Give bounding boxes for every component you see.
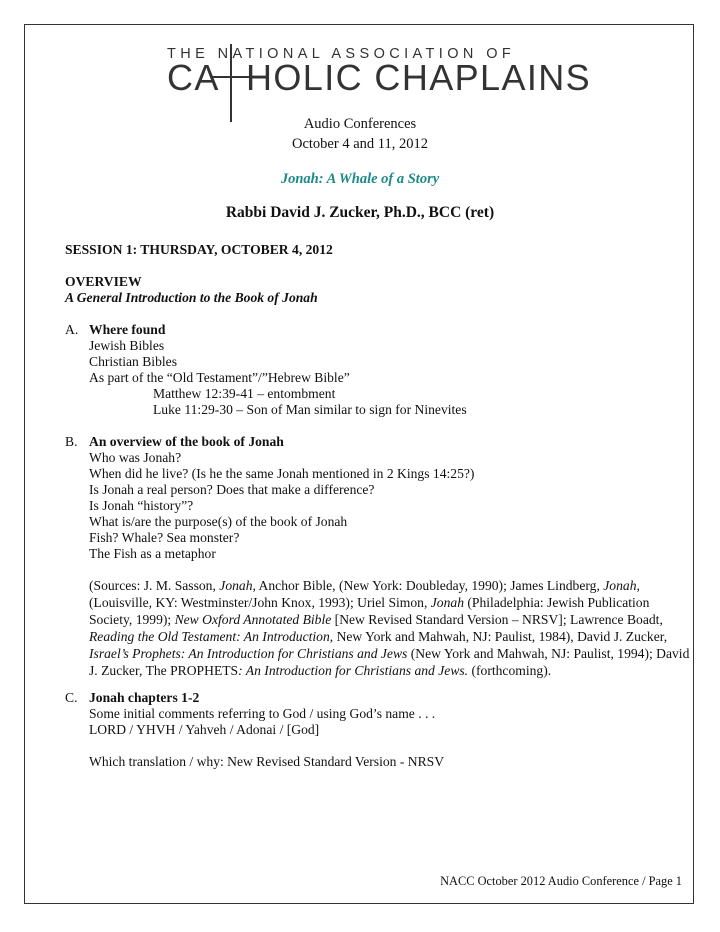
list-subitem: Matthew 12:39-41 – entombment bbox=[153, 386, 336, 401]
sources-italic: Reading the Old Testament: An Introduction bbox=[89, 629, 330, 644]
sources-text: Society, 1999); bbox=[89, 612, 175, 627]
sources-text: (Philadelphia: Jewish Publication bbox=[464, 595, 650, 610]
list-item: Some initial comments referring to God / using God’s name . . . bbox=[89, 706, 436, 721]
section-b-heading: An overview of the book of Jonah bbox=[89, 434, 284, 449]
section-c-heading: Jonah chapters 1-2 bbox=[89, 690, 200, 705]
sources-italic: : An Introduction for Christians and Jews. bbox=[238, 663, 469, 678]
section-a-letter: A. bbox=[65, 322, 79, 337]
header-line-2: October 4 and 11, 2012 bbox=[292, 136, 428, 152]
list-item: When did he live? (Is he the same Jonah mentioned in 2 Kings 14:25?) bbox=[89, 466, 475, 481]
list-item: Who was Jonah? bbox=[89, 450, 182, 465]
sources-italic: Jonah bbox=[603, 578, 637, 593]
translation-note: Which translation / why: New Revised Standard Version - NRSV bbox=[89, 754, 445, 769]
sources-text: [New Revised Standard Version – NRSV]; Lawrence Boadt, bbox=[331, 612, 663, 627]
sources-italic: Israel’s Prophets: An Introduction for Christians and Jews bbox=[89, 646, 408, 661]
sources-line-6 bbox=[89, 663, 551, 679]
nacc-logo bbox=[0, 0, 720, 130]
sources-text: , bbox=[636, 578, 640, 593]
sources-italic: New Oxford Annotated Bible bbox=[174, 612, 332, 627]
section-a-heading: Where found bbox=[89, 322, 166, 337]
list-item: Fish? Whale? Sea monster? bbox=[89, 530, 240, 545]
section-b-letter: B. bbox=[65, 434, 78, 449]
list-item: Jewish Bibles bbox=[89, 338, 165, 353]
sources-text: , New York and Mahwah, NJ: Paulist, 1984), David J. Zucker, bbox=[329, 629, 668, 644]
sources-text: (Louisville, KY: Westminster/John Knox, 1993); Uriel Simon, bbox=[89, 595, 431, 610]
sources-line-2 bbox=[89, 595, 649, 611]
list-item: What is/are the purpose(s) of the book of Jonah bbox=[89, 514, 348, 529]
section-c-letter: C. bbox=[65, 690, 78, 705]
presenter: Rabbi David J. Zucker, Ph.D., BCC (ret) bbox=[225, 204, 495, 221]
sources-line-5 bbox=[89, 646, 689, 662]
sources-line-4 bbox=[89, 629, 667, 645]
logo-top-line: THE NATIONAL ASSOCIATION OF bbox=[167, 46, 516, 62]
list-subitem: Luke 11:29-30 – Son of Man similar to sign for Ninevites bbox=[153, 402, 467, 417]
conference-title: Jonah: A Whale of a Story bbox=[280, 171, 440, 187]
sources-italic: Jonah bbox=[430, 595, 464, 610]
logo-main-left: CA bbox=[167, 57, 220, 98]
page-footer: NACC October 2012 Audio Conference / Page 1 bbox=[440, 874, 682, 888]
list-item: Christian Bibles bbox=[89, 354, 177, 369]
sources-line-1 bbox=[89, 578, 640, 594]
list-item: The Fish as a metaphor bbox=[89, 546, 216, 561]
sources-text: , Anchor Bible, (New York: Doubleday, 1990); James Lindberg, bbox=[252, 578, 604, 593]
list-item: LORD / YHVH / Yahveh / Adonai / [God] bbox=[89, 722, 320, 737]
session-heading: SESSION 1: THURSDAY, OCTOBER 4, 2012 bbox=[65, 242, 333, 257]
overview-heading: OVERVIEW bbox=[65, 274, 142, 289]
list-item: Is Jonah a real person? Does that make a difference? bbox=[89, 482, 375, 497]
header-line-1: Audio Conferences bbox=[303, 116, 417, 132]
sources-text: J. Zucker, The PROPHETS bbox=[89, 663, 239, 678]
logo-main-right: HOLIC CHAPLAINS bbox=[246, 57, 592, 98]
list-item: Is Jonah “history”? bbox=[89, 498, 194, 513]
sources-text: (forthcoming). bbox=[468, 663, 552, 678]
overview-subtitle: A General Introduction to the Book of Jonah bbox=[65, 290, 318, 305]
sources-text: (New York and Mahwah, NJ: Paulist, 1994); David bbox=[407, 646, 690, 661]
sources-line-3 bbox=[89, 612, 663, 628]
list-item: As part of the “Old Testament”/”Hebrew Bible” bbox=[89, 370, 350, 385]
sources-italic: Jonah bbox=[219, 578, 253, 593]
sources-text: (Sources: J. M. Sasson, bbox=[89, 578, 220, 593]
